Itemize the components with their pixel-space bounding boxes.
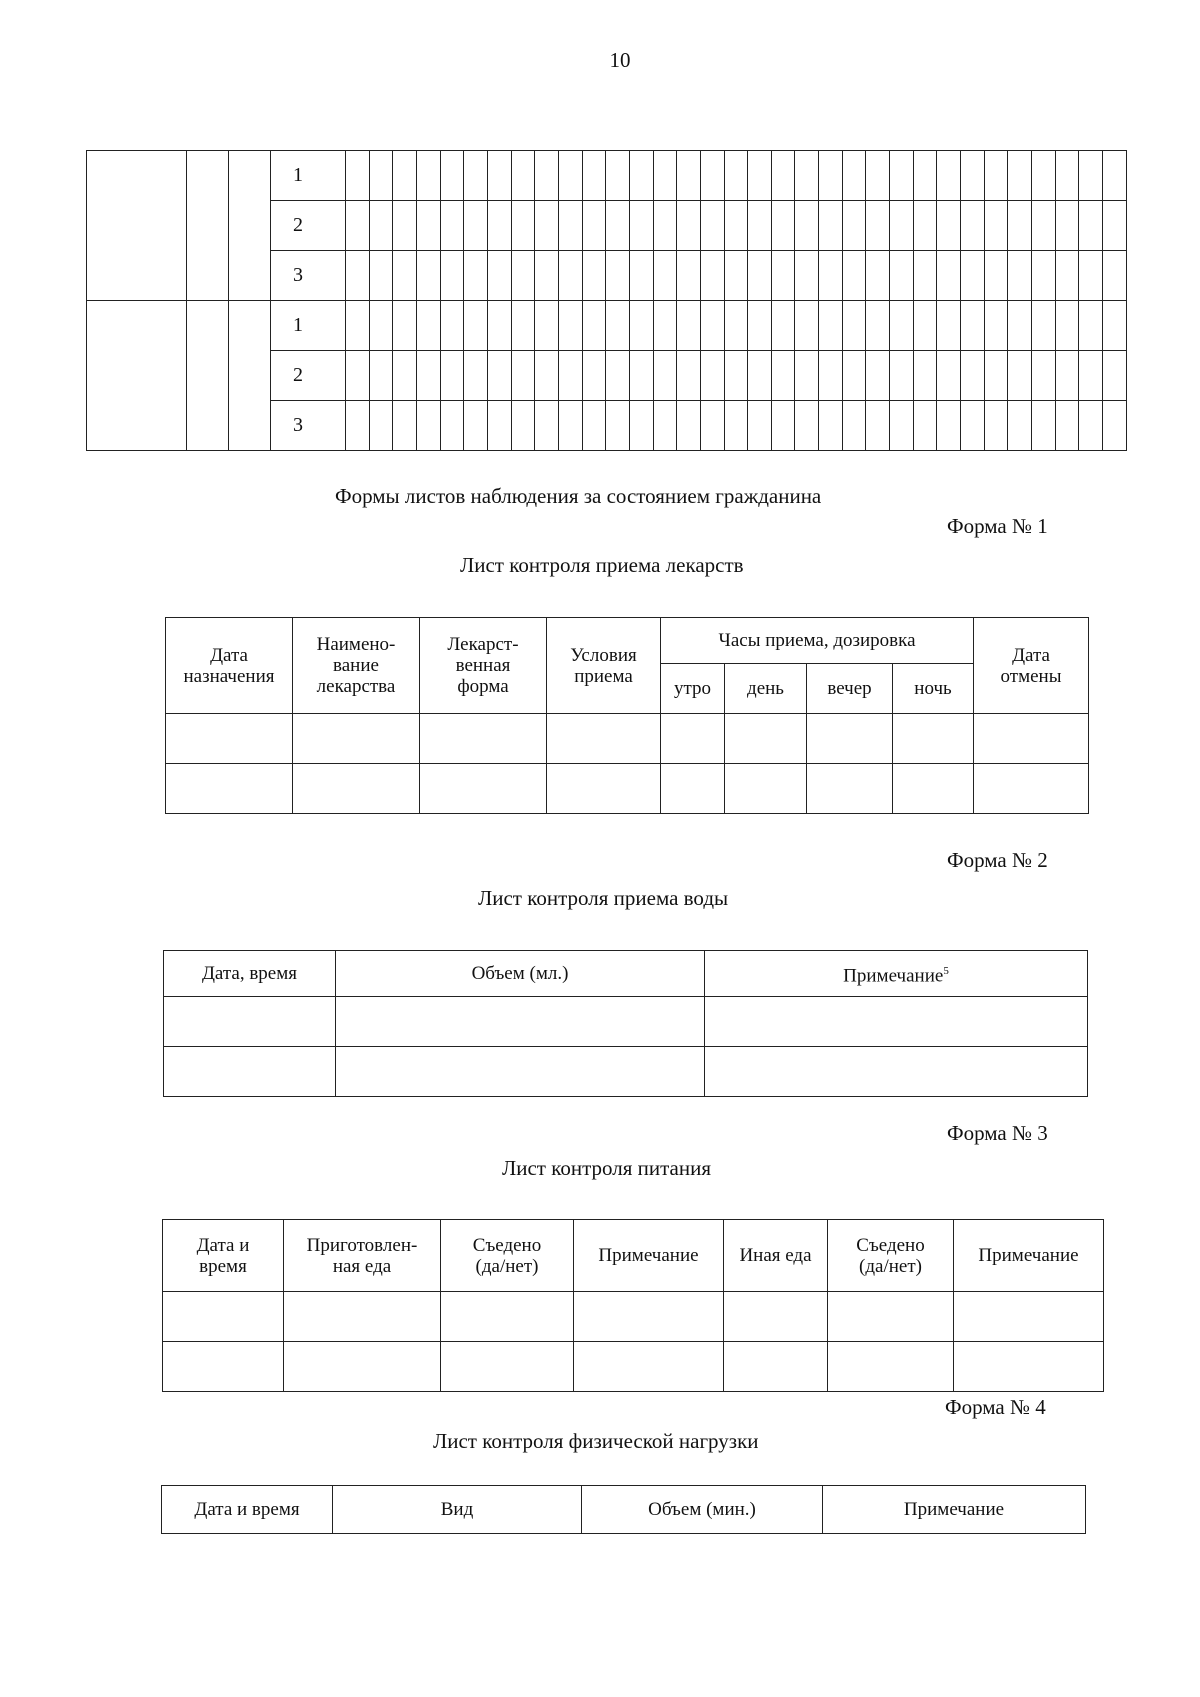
grid-cell: [1032, 151, 1056, 201]
header-drug-name: Наимено-вание лекарства: [293, 618, 420, 714]
grid-cell: [700, 151, 724, 201]
header-datetime: Дата, время: [164, 951, 336, 997]
table-cell: [336, 997, 705, 1047]
grid-cell: [937, 201, 961, 251]
grid-cell: [1008, 151, 1032, 201]
grid-cell: [937, 301, 961, 351]
grid-cell: [535, 351, 559, 401]
grid-cell: [558, 351, 582, 401]
grid-cell: [606, 351, 630, 401]
grid-cell: [393, 251, 417, 301]
grid-cell: [677, 201, 701, 251]
grid-cell: [582, 151, 606, 201]
table-cell: [164, 997, 336, 1047]
grid-cell: [961, 351, 985, 401]
grid-cell: [393, 351, 417, 401]
header-note: Примечание$^5$: [705, 951, 1088, 997]
grid-cell: [1055, 301, 1079, 351]
grid-cell: [795, 151, 819, 201]
grid-cell: [558, 251, 582, 301]
table-cell: [724, 1342, 828, 1392]
grid-cell: [890, 351, 914, 401]
table-cell: [166, 714, 293, 764]
grid-cell: [1032, 401, 1056, 451]
group-cell: [229, 151, 271, 301]
grid-cell: [558, 401, 582, 451]
grid-cell: [961, 301, 985, 351]
form3-table: [162, 1219, 1104, 1392]
grid-cell: [416, 201, 440, 251]
grid-cell: [369, 251, 393, 301]
grid-cell: [1103, 401, 1127, 451]
grid-cell: [535, 401, 559, 451]
grid-cell: [558, 151, 582, 201]
grid-cell: [1032, 351, 1056, 401]
grid-cell: [890, 301, 914, 351]
table-cell: [420, 714, 547, 764]
grid-row: [87, 301, 1127, 351]
header-eaten2: Съедено (да/нет): [828, 1220, 954, 1292]
table-cell: [807, 764, 893, 814]
grid-cell: [606, 201, 630, 251]
grid-cell: [700, 201, 724, 251]
grid-cell: [677, 301, 701, 351]
grid-cell: [606, 251, 630, 301]
grid-cell: [369, 151, 393, 201]
grid-cell: [748, 201, 772, 251]
grid-cell: [890, 151, 914, 201]
grid-cell: [464, 251, 488, 301]
grid-cell: [724, 251, 748, 301]
table-cell: [724, 1292, 828, 1342]
grid-cell: [535, 251, 559, 301]
table-cell: [441, 1342, 574, 1392]
header-note1: Примечание: [574, 1220, 724, 1292]
grid-cell: [1079, 401, 1103, 451]
grid-cell: [866, 251, 890, 301]
grid-cell: [416, 351, 440, 401]
grid-cell: [984, 351, 1008, 401]
grid-cell: [724, 151, 748, 201]
grid-cell: [535, 201, 559, 251]
grid-cell: [487, 251, 511, 301]
grid-row: [87, 151, 1127, 201]
grid-cell: [1079, 301, 1103, 351]
grid-cell: [842, 351, 866, 401]
grid-cell: [582, 251, 606, 301]
table-cell: [828, 1292, 954, 1342]
grid-cell: [440, 201, 464, 251]
header-datetime: Дата и время: [162, 1486, 333, 1534]
table-cell: [954, 1292, 1104, 1342]
form2-label: Форма № 2: [947, 848, 1048, 872]
header-prepared: Приготовлен-ная еда: [284, 1220, 441, 1292]
grid-cell: [440, 251, 464, 301]
grid-cell: [842, 151, 866, 201]
grid-cell: [346, 301, 370, 351]
grid-cell: [700, 401, 724, 451]
grid-cell: [1008, 401, 1032, 451]
header-other-food: Иная еда: [724, 1220, 828, 1292]
grid-cell: [771, 401, 795, 451]
grid-cell: [1079, 201, 1103, 251]
grid-cell: [511, 401, 535, 451]
header-night: ночь: [893, 664, 974, 714]
grid-cell: [369, 301, 393, 351]
grid-cell: [795, 201, 819, 251]
grid-cell: [629, 401, 653, 451]
table-cell: [705, 1047, 1088, 1097]
grid-cell: [1055, 201, 1079, 251]
grid-cell: [1032, 301, 1056, 351]
row-number: 3: [271, 251, 346, 301]
grid-cell: [984, 251, 1008, 301]
grid-cell: [629, 201, 653, 251]
grid-cell: [511, 201, 535, 251]
grid-cell: [629, 151, 653, 201]
grid-cell: [1079, 351, 1103, 401]
table-cell: [661, 714, 725, 764]
grid-cell: [819, 301, 843, 351]
grid-cell: [1032, 251, 1056, 301]
grid-cell: [511, 301, 535, 351]
grid-cell: [961, 401, 985, 451]
grid-cell: [582, 351, 606, 401]
grid-cell: [1079, 251, 1103, 301]
grid-cell: [842, 201, 866, 251]
grid-cell: [653, 201, 677, 251]
grid-cell: [464, 401, 488, 451]
grid-cell: [464, 351, 488, 401]
grid-cell: [487, 201, 511, 251]
grid-cell: [346, 201, 370, 251]
table-cell: [547, 714, 661, 764]
grid-cell: [511, 351, 535, 401]
header-datetime: Дата и время: [163, 1220, 284, 1292]
grid-cell: [606, 301, 630, 351]
grid-cell: [1103, 351, 1127, 401]
table-cell: [574, 1292, 724, 1342]
grid-cell: [535, 301, 559, 351]
grid-cell: [558, 301, 582, 351]
grid-cell: [464, 151, 488, 201]
grid-cell: [416, 251, 440, 301]
header-volume: Объем (мл.): [336, 951, 705, 997]
header-note2: Примечание: [954, 1220, 1104, 1292]
grid-cell: [724, 351, 748, 401]
grid-cell: [1008, 201, 1032, 251]
grid-cell: [724, 401, 748, 451]
form3-label: Форма № 3: [947, 1121, 1048, 1145]
grid-cell: [464, 301, 488, 351]
grid-cell: [771, 201, 795, 251]
grid-cell: [1103, 251, 1127, 301]
form4-title: Лист контроля физической нагрузки: [433, 1429, 759, 1453]
grid-cell: [866, 401, 890, 451]
grid-cell: [890, 201, 914, 251]
row-number: 3: [271, 401, 346, 451]
grid-cell: [795, 301, 819, 351]
grid-cell: [961, 151, 985, 201]
grid-cell: [937, 251, 961, 301]
grid-cell: [866, 301, 890, 351]
form2-table: [163, 950, 1088, 1097]
header-hours-group: Часы приема, дозировка: [661, 618, 974, 664]
grid-cell: [1079, 151, 1103, 201]
grid-cell: [890, 401, 914, 451]
grid-cell: [535, 151, 559, 201]
grid-cell: [1103, 201, 1127, 251]
grid-cell: [913, 251, 937, 301]
header-note: Примечание: [823, 1486, 1086, 1534]
grid-cell: [748, 151, 772, 201]
grid-cell: [700, 351, 724, 401]
grid-cell: [795, 401, 819, 451]
grid-cell: [866, 351, 890, 401]
grid-cell: [653, 351, 677, 401]
grid-cell: [937, 351, 961, 401]
grid-cell: [369, 401, 393, 451]
grid-cell: [890, 251, 914, 301]
header-eaten1: Съедено (да/нет): [441, 1220, 574, 1292]
table-cell: [807, 714, 893, 764]
grid-cell: [984, 301, 1008, 351]
grid-cell: [416, 401, 440, 451]
header-volume: Объем (мин.): [582, 1486, 823, 1534]
grid-cell: [1055, 401, 1079, 451]
grid-cell: [346, 251, 370, 301]
grid-cell: [582, 301, 606, 351]
grid-cell: [582, 401, 606, 451]
table-cell: [574, 1342, 724, 1392]
table-cell: [284, 1292, 441, 1342]
grid-cell: [416, 151, 440, 201]
grid-cell: [866, 201, 890, 251]
group-cell: [87, 151, 187, 301]
grid-cell: [700, 251, 724, 301]
grid-cell: [771, 351, 795, 401]
form4-label: Форма № 4: [945, 1395, 1046, 1419]
grid-cell: [393, 301, 417, 351]
grid-cell: [677, 401, 701, 451]
form3-title: Лист контроля питания: [502, 1156, 712, 1180]
header-morning: утро: [661, 664, 725, 714]
grid-cell: [1055, 151, 1079, 201]
section-title: Формы листов наблюдения за состоянием гражданина: [335, 484, 822, 508]
form1-title: Лист контроля приема лекарств: [460, 553, 744, 577]
grid-cell: [913, 351, 937, 401]
form1-label: Форма № 1: [947, 514, 1048, 538]
header-date-cancel: Дата отмены: [974, 618, 1089, 714]
grid-cell: [369, 351, 393, 401]
grid-cell: [748, 251, 772, 301]
table-cell: [293, 714, 420, 764]
grid-cell: [629, 251, 653, 301]
table-cell: [163, 1292, 284, 1342]
grid-cell: [961, 201, 985, 251]
grid-cell: [464, 201, 488, 251]
header-drug-form: Лекарст-венная форма: [420, 618, 547, 714]
table-cell: [284, 1342, 441, 1392]
grid-cell: [913, 301, 937, 351]
grid-cell: [677, 351, 701, 401]
grid-cell: [819, 151, 843, 201]
grid-cell: [771, 301, 795, 351]
header-evening: вечер: [807, 664, 893, 714]
grid-cell: [724, 301, 748, 351]
grid-cell: [653, 301, 677, 351]
grid-cell: [558, 201, 582, 251]
table-cell: [705, 997, 1088, 1047]
table-cell: [293, 764, 420, 814]
row-number: 1: [271, 151, 346, 201]
grid-cell: [842, 251, 866, 301]
grid-cell: [677, 151, 701, 201]
grid-cell: [795, 351, 819, 401]
grid-cell: [1055, 251, 1079, 301]
grid-cell: [748, 351, 772, 401]
table-cell: [420, 764, 547, 814]
grid-cell: [748, 301, 772, 351]
table-cell: [163, 1342, 284, 1392]
grid-cell: [1008, 301, 1032, 351]
header-date-assigned: Дата назначения: [166, 618, 293, 714]
header-kind: Вид: [333, 1486, 582, 1534]
grid-cell: [724, 201, 748, 251]
table-cell: [725, 714, 807, 764]
grid-cell: [677, 251, 701, 301]
grid-cell: [795, 251, 819, 301]
grid-cell: [487, 351, 511, 401]
grid-cell: [819, 351, 843, 401]
grid-cell: [913, 201, 937, 251]
grid-cell: [653, 151, 677, 201]
grid-cell: [819, 201, 843, 251]
grid-cell: [937, 401, 961, 451]
grid-cell: [393, 151, 417, 201]
grid-cell: [842, 301, 866, 351]
grid-cell: [984, 401, 1008, 451]
grid-cell: [1103, 151, 1127, 201]
grid-cell: [606, 151, 630, 201]
header-day: день: [725, 664, 807, 714]
grid-cell: [771, 151, 795, 201]
grid-cell: [1032, 201, 1056, 251]
footnote-marker: 5: [943, 964, 949, 977]
grid-cell: [913, 151, 937, 201]
table-cell: [828, 1342, 954, 1392]
grid-cell: [440, 151, 464, 201]
grid-cell: [487, 151, 511, 201]
group-cell: [229, 301, 271, 451]
grid-cell: [937, 151, 961, 201]
table-cell: [893, 714, 974, 764]
grid-cell: [1055, 351, 1079, 401]
grid-cell: [961, 251, 985, 301]
grid-cell: [984, 151, 1008, 201]
grid-cell: [653, 401, 677, 451]
table-cell: [441, 1292, 574, 1342]
row-number: 2: [271, 201, 346, 251]
grid-cell: [346, 151, 370, 201]
table-cell: [974, 714, 1089, 764]
table-cell: [166, 764, 293, 814]
grid-cell: [1008, 251, 1032, 301]
grid-cell: [440, 401, 464, 451]
table-cell: [661, 764, 725, 814]
form4-table: [161, 1485, 1086, 1534]
group-cell: [187, 301, 229, 451]
table-cell: [974, 764, 1089, 814]
grid-cell: [393, 201, 417, 251]
top-grid-table: [86, 150, 1127, 451]
grid-cell: [440, 301, 464, 351]
table-cell: [164, 1047, 336, 1097]
grid-cell: [629, 351, 653, 401]
grid-cell: [346, 351, 370, 401]
grid-cell: [700, 301, 724, 351]
form1-table: [165, 617, 1089, 814]
grid-cell: [819, 401, 843, 451]
grid-cell: [369, 201, 393, 251]
grid-cell: [748, 401, 772, 451]
table-cell: [725, 764, 807, 814]
form2-title: Лист контроля приема воды: [478, 886, 729, 910]
grid-cell: [393, 401, 417, 451]
header-conditions: Условия приема: [547, 618, 661, 714]
group-cell: [187, 151, 229, 301]
grid-cell: [511, 151, 535, 201]
grid-cell: [582, 201, 606, 251]
page-number: 10: [609, 48, 631, 72]
grid-cell: [606, 401, 630, 451]
grid-cell: [487, 401, 511, 451]
grid-cell: [913, 401, 937, 451]
grid-cell: [984, 201, 1008, 251]
grid-cell: [1008, 351, 1032, 401]
grid-cell: [629, 301, 653, 351]
grid-cell: [346, 401, 370, 451]
table-cell: [954, 1342, 1104, 1392]
grid-cell: [866, 151, 890, 201]
grid-cell: [819, 251, 843, 301]
grid-cell: [440, 351, 464, 401]
grid-cell: [511, 251, 535, 301]
grid-cell: [1103, 301, 1127, 351]
row-number: 2: [271, 351, 346, 401]
table-cell: [336, 1047, 705, 1097]
grid-cell: [487, 301, 511, 351]
grid-cell: [771, 251, 795, 301]
row-number: 1: [271, 301, 346, 351]
table-cell: [893, 764, 974, 814]
grid-cell: [416, 301, 440, 351]
grid-cell: [842, 401, 866, 451]
grid-cell: [653, 251, 677, 301]
group-cell: [87, 301, 187, 451]
table-cell: [547, 764, 661, 814]
